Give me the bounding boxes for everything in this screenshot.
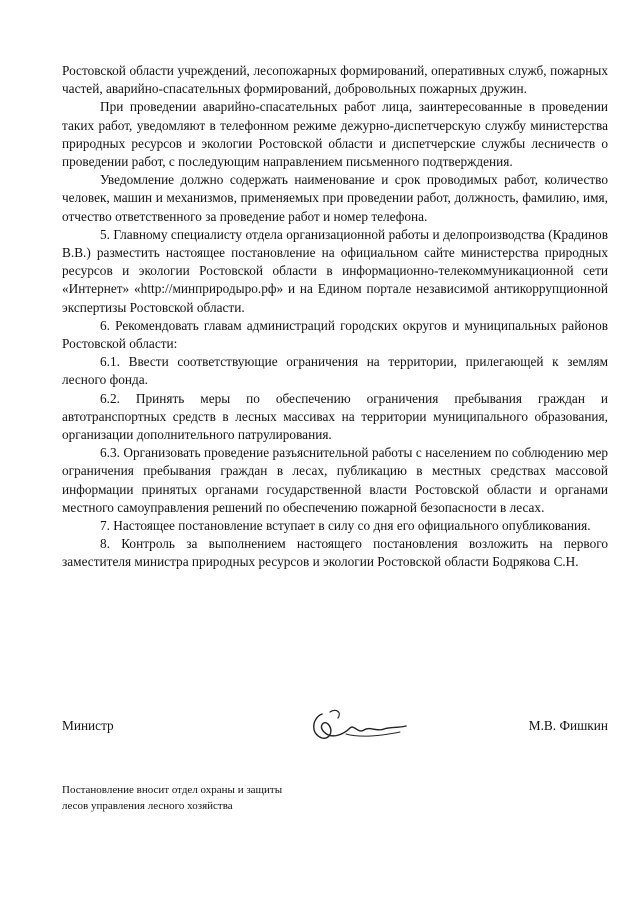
footer-line-2: лесов управления лесного хозяйства xyxy=(62,799,233,812)
paragraph-item-8: 8. Контроль за выполнением настоящего постановления возложить на первого заместителя министра природных ресурсов и экологии Ростовской области Бодрякова С.Н. xyxy=(62,536,608,570)
paragraph-item-6: 6. Рекомендовать главам администраций городских округов и муниципальных районов Ростовской области: xyxy=(62,317,608,352)
paragraph-item-7: 7. Настоящее постановление вступает в силу со дня его официального опубликования. xyxy=(100,518,591,534)
handwritten-signature xyxy=(300,704,410,752)
paragraph-item-6-3: 6.3. Организовать проведение разъяснительной работы с населением по соблюдению мер ограничения пребывания граждан в лесах, публикацию в местных средствах массовой информации принятых органами государственной власти Ростовской области и органами местного самоуправления решений по обеспечению пожарной безопасности в лесах. xyxy=(62,445,608,515)
paragraph-item-6-1: 6.1. Ввести соответствующие ограничения на территории, прилегающей к землям лесного фонда. xyxy=(62,354,608,388)
footer-line-1: Постановление вносит отдел охраны и защиты xyxy=(62,784,283,796)
signature-block xyxy=(62,712,608,752)
signatory-name: М.В. Фишкин xyxy=(528,718,608,733)
paragraph-notification-content: Уведомление должно содержать наименование и срок проводимых работ, количество человек, машин и механизмов, применяемых при проведении работ, должность, фамилию, имя, отчество ответственного за проведение работ и номер телефона. xyxy=(62,172,608,224)
paragraph-item-5: 5. Главному специалисту отдела организационной работы и делопроизводства (Крадинов В.В.) разместить настоящее постановление на официальном сайте министерства природных ресурсов и экологии Ростовской области в информационно-телекоммуникационной сети «Интернет» «http://минприродыро.рф» и на Едином портале независимой антикоррупционной экспертизы Ростовской области. xyxy=(62,226,608,315)
document-body xyxy=(62,62,608,572)
paragraph-rescue-works: При проведении аварийно-спасательных работ лица, заинтересованные в проведении таких работ, уведомляют в телефонном режиме дежурно-диспетчерскую службу министерства природных ресурсов и экологии Ростовской области и диспетчерские службы лесничеств о проведении работ, с последующим направлением письменного подтверждения. xyxy=(62,99,608,170)
paragraph-item-6-2: 6.2. Принять меры по обеспечению ограничения пребывания граждан и автотранспортных средств в лесных массивах на территории муниципального образования, организации дополнительного патрулирования. xyxy=(62,390,608,443)
footer-note xyxy=(62,783,382,814)
signatory-title: Министр xyxy=(62,718,114,733)
paragraph-continuation: Ростовской области учреждений, лесопожарных формирований, оперативных служб, пожарных частей, аварийно-спасательных формирований, добровольных пожарных дружин. xyxy=(62,63,608,97)
